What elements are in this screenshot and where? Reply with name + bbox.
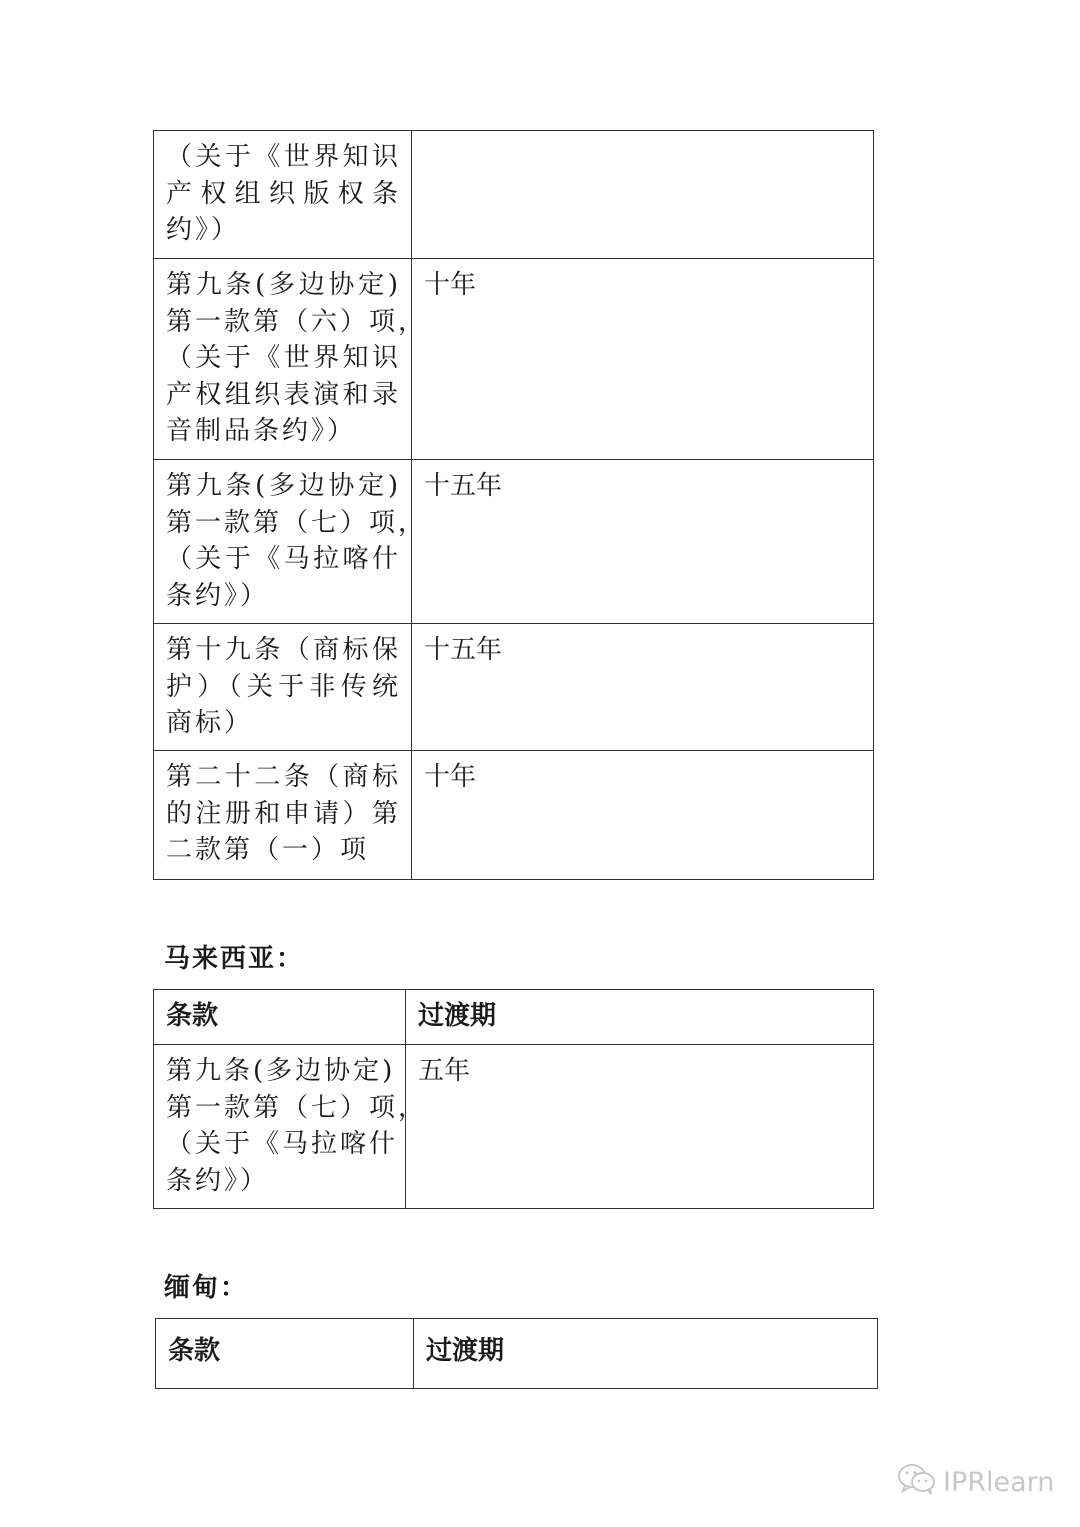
column-header-period: 过渡期 (414, 1319, 878, 1389)
clause-line: 第二十二条（商标 (166, 762, 401, 792)
clause-line: （关于《世界知识 (166, 343, 401, 373)
transition-table-continued (153, 130, 874, 880)
clause-line: 产权组织版权条 (166, 178, 401, 209)
table-row (154, 131, 874, 259)
column-header-clause: 条款 (154, 990, 406, 1045)
clause-line: 条约》） (166, 1165, 270, 1196)
period-cell: 十五年 (412, 624, 874, 751)
column-header-clause: 条款 (156, 1319, 414, 1389)
column-header-period: 过渡期 (406, 990, 874, 1045)
wechat-icon (897, 1462, 937, 1503)
table-row (154, 751, 874, 880)
clause-line: 第九条(多边协定) (166, 471, 401, 501)
period-cell: 五年 (406, 1045, 874, 1209)
clause-line: 的注册和申请）第 (166, 798, 401, 829)
clause-line: 第九条(多边协定) (166, 1056, 396, 1086)
clause-line: 约》） (166, 215, 241, 245)
clause-line: （关于《马拉喀什 (166, 544, 401, 574)
period-cell (412, 131, 874, 259)
clause-line: 第一款第（六）项， (166, 306, 428, 337)
period-cell: 十五年 (412, 460, 874, 624)
table-header-row (156, 1319, 878, 1389)
period-cell: 十年 (412, 259, 874, 460)
section-heading-myanmar: 缅甸： (164, 1273, 249, 1303)
clause-line: 第十九条（商标保 (166, 635, 401, 665)
clause-line: 商标） (166, 708, 254, 738)
clause-cell (154, 624, 412, 751)
clause-line: 第一款第（七）项， (166, 507, 428, 538)
table-row (154, 624, 874, 751)
clause-line: 条约》） (166, 580, 270, 611)
clause-line: 护）（关于非传统 (166, 671, 401, 702)
transition-table-myanmar (155, 1318, 878, 1389)
watermark-text: IPRlearn (943, 1466, 1055, 1498)
clause-cell (154, 1045, 428, 1209)
table-header-row (154, 990, 874, 1045)
clause-cell (154, 460, 428, 624)
transition-table-malaysia (153, 989, 874, 1209)
clause-cell (154, 131, 412, 259)
clause-line: 产权组织表演和录 (166, 379, 401, 410)
clause-line: （关于《世界知识 (166, 142, 401, 172)
clause-line: 第一款第（七）项， (166, 1092, 428, 1123)
clause-cell (154, 259, 428, 460)
section-heading-malaysia: 马来西亚： (164, 944, 305, 974)
clause-line: 二款第（一）项 (166, 835, 370, 865)
watermark (897, 1462, 1054, 1502)
clause-line: 音制品条约》） (166, 416, 357, 446)
clause-cell (154, 751, 412, 880)
period-cell: 十年 (412, 751, 874, 880)
table-row (154, 259, 874, 460)
clause-line: （关于《马拉喀什 (166, 1129, 399, 1159)
clause-line: 第九条(多边协定) (166, 270, 401, 300)
table-row (154, 460, 874, 624)
table-row (154, 1045, 874, 1209)
